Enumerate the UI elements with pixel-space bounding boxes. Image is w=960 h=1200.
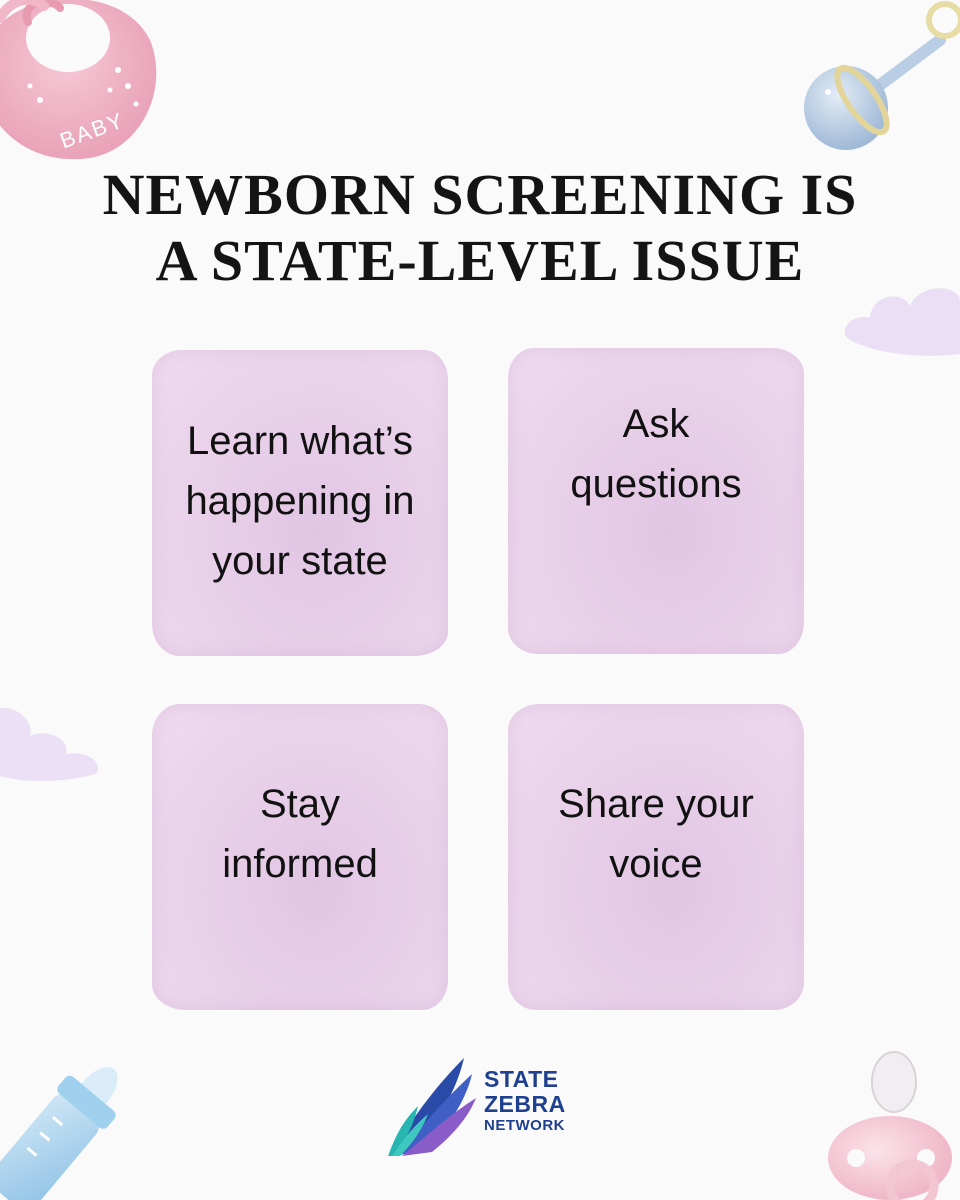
card-line: happening in bbox=[185, 479, 415, 523]
baby-rattle-icon bbox=[800, 0, 960, 160]
state-zebra-network-logo bbox=[388, 1054, 578, 1162]
logo-wordmark bbox=[484, 1068, 566, 1133]
card-text bbox=[570, 394, 741, 514]
title-line-1: NEWBORN SCREENING IS bbox=[102, 162, 858, 227]
card-line: voice bbox=[609, 842, 703, 886]
logo-line-state: STATE bbox=[484, 1066, 559, 1092]
card-line: Ask bbox=[622, 402, 690, 446]
zebra-stripes-logo-icon bbox=[388, 1054, 480, 1158]
page-title bbox=[80, 162, 880, 294]
baby-bottle-icon bbox=[0, 1050, 140, 1200]
pacifier-icon bbox=[816, 1046, 960, 1200]
cloud-icon bbox=[0, 700, 110, 790]
card-line: Learn what’s bbox=[186, 419, 414, 463]
card-line: your state bbox=[212, 539, 388, 583]
card-line: informed bbox=[222, 842, 378, 886]
card-line: Stay bbox=[259, 782, 341, 826]
logo-line-network: NETWORK bbox=[484, 1117, 565, 1134]
baby-bib-icon bbox=[0, 0, 170, 170]
card-text bbox=[558, 774, 754, 894]
card-stay-informed bbox=[152, 704, 448, 1010]
bib-label: BABY bbox=[56, 107, 128, 154]
card-line: Share your bbox=[558, 782, 754, 826]
card-line: questions bbox=[570, 462, 742, 506]
card-text bbox=[185, 411, 414, 591]
card-ask bbox=[508, 348, 804, 654]
card-learn bbox=[152, 350, 448, 656]
logo-line-zebra: ZEBRA bbox=[484, 1091, 566, 1117]
card-share-voice bbox=[508, 704, 804, 1010]
title-line-2: A STATE-LEVEL ISSUE bbox=[155, 228, 805, 293]
card-text bbox=[222, 774, 378, 894]
